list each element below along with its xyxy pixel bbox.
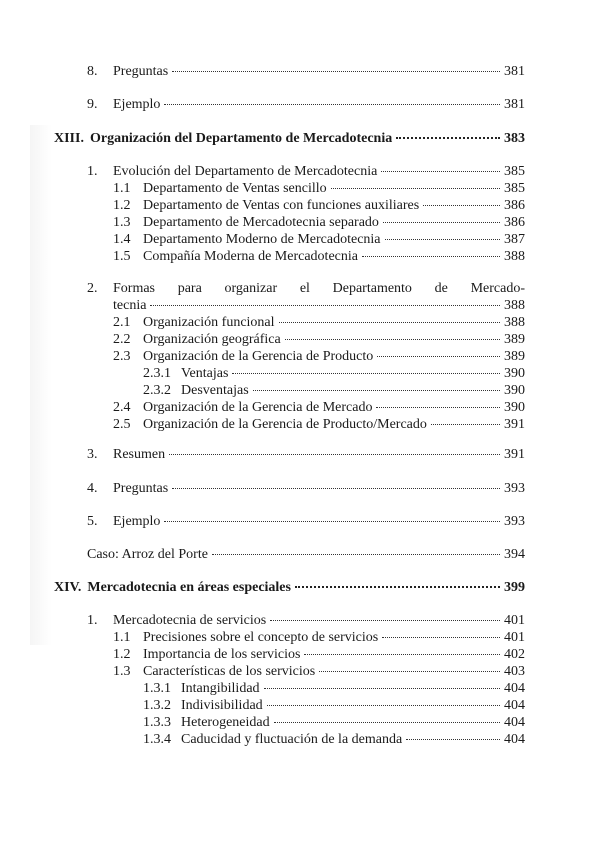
- entry-page: 391: [504, 447, 525, 462]
- entry-title: Resumen: [113, 447, 166, 462]
- entry-number: 1.2: [113, 198, 131, 213]
- dot-leader: [172, 71, 500, 72]
- entry-title: Caducidad y fluctuación de la demanda: [181, 732, 403, 747]
- toc-subentry[interactable]: [113, 247, 525, 267]
- entry-title: Departamento de Mercadotecnia separado: [143, 215, 379, 230]
- entry-page: 404: [504, 715, 525, 730]
- entry-page: 381: [504, 97, 525, 112]
- entry-number: 4.: [87, 481, 98, 496]
- dot-leader: [319, 671, 500, 672]
- toc-entry[interactable]: [87, 445, 525, 465]
- entry-number: 2.4: [113, 400, 131, 415]
- entry-title-line2: tecnia: [113, 298, 147, 313]
- dot-leader: [164, 521, 500, 522]
- entry-number: 2.3: [113, 349, 131, 364]
- entry-title: Organización de la Gerencia de Producto/Mercado: [143, 417, 427, 432]
- entry-page: 381: [504, 64, 525, 79]
- toc-subentry[interactable]: [113, 415, 525, 435]
- toc-subsubentry[interactable]: [143, 730, 525, 750]
- entry-title: Intangibilidad: [181, 681, 260, 696]
- dot-leader: [383, 222, 500, 223]
- entry-title: Indivisibilidad: [181, 698, 263, 713]
- entry-number: 5.: [87, 514, 98, 529]
- entry-number: 8.: [87, 64, 98, 79]
- dot-leader: [304, 654, 500, 655]
- entry-page: 390: [504, 400, 525, 415]
- entry-page: 402: [504, 647, 525, 662]
- entry-number: 2.2: [113, 332, 131, 347]
- dot-leader: [423, 205, 500, 206]
- entry-number: 1.1: [113, 181, 131, 196]
- entry-page: 403: [504, 664, 525, 679]
- scan-shadow: [30, 125, 52, 645]
- entry-number: 3.: [87, 447, 98, 462]
- entry-number: 1.2: [113, 647, 131, 662]
- entry-title: Preguntas: [113, 481, 169, 496]
- entry-title: Ejemplo: [113, 514, 161, 529]
- entry-page: 393: [504, 514, 525, 529]
- entry-number: 1.3.1: [143, 681, 171, 696]
- entry-title: Ventajas: [181, 366, 229, 381]
- entry-title: Heterogeneidad: [181, 715, 270, 730]
- dot-leader: [396, 137, 500, 139]
- entry-number: 9.: [87, 97, 98, 112]
- dot-leader: [267, 705, 500, 706]
- entry-number: 2.1: [113, 315, 131, 330]
- entry-page: 388: [504, 315, 525, 330]
- dot-leader: [264, 688, 500, 689]
- dot-leader: [362, 256, 500, 257]
- entry-page: 388: [504, 298, 525, 313]
- dot-leader: [279, 322, 500, 323]
- chapter-number: XIV.: [54, 580, 82, 595]
- entry-page: 389: [504, 349, 525, 364]
- dot-leader: [212, 554, 500, 555]
- dot-leader: [406, 739, 500, 740]
- entry-number: 1.3: [113, 215, 131, 230]
- chapter-title: Organización del Departamento de Mercadotecnia: [89, 131, 393, 146]
- toc-entry[interactable]: [87, 62, 525, 82]
- dot-leader: [381, 171, 500, 172]
- entry-number: 1.: [87, 164, 98, 179]
- dot-leader: [285, 339, 500, 340]
- entry-number: 2.3.1: [143, 366, 171, 381]
- entry-title: Organización geográfica: [143, 332, 281, 347]
- entry-title: Características de los servicios: [143, 664, 316, 679]
- entry-page: 404: [504, 681, 525, 696]
- dot-leader: [172, 488, 500, 489]
- dot-leader: [331, 188, 500, 189]
- entry-page: 387: [504, 232, 525, 247]
- entry-number: 1.3.2: [143, 698, 171, 713]
- chapter-page: 399: [504, 580, 525, 595]
- entry-title: Organización de la Gerencia de Mercado: [143, 400, 373, 415]
- dot-leader: [295, 586, 500, 588]
- toc-entry[interactable]: [87, 512, 525, 532]
- dot-leader: [431, 424, 500, 425]
- entry-number: 2.5: [113, 417, 131, 432]
- entry-page: 389: [504, 332, 525, 347]
- entry-title-line1: Formas para organizar el Departamento de Mercado-: [113, 281, 525, 296]
- entry-number: 2.: [87, 281, 98, 296]
- toc-chapter[interactable]: [54, 578, 525, 598]
- entry-page: 404: [504, 698, 525, 713]
- entry-number: 1.3.4: [143, 732, 171, 747]
- entry-page: 401: [504, 613, 525, 628]
- toc-case-entry[interactable]: [87, 545, 525, 565]
- entry-page: 390: [504, 366, 525, 381]
- entry-title: Organización funcional: [143, 315, 275, 330]
- dot-leader: [377, 356, 500, 357]
- toc-chapter[interactable]: [54, 129, 525, 149]
- toc-entry[interactable]: [87, 95, 525, 115]
- entry-title: Departamento de Ventas con funciones auxiliares: [143, 198, 420, 213]
- dot-leader: [164, 104, 500, 105]
- entry-number: 1.3.3: [143, 715, 171, 730]
- dot-leader: [169, 454, 500, 455]
- dot-leader: [232, 373, 500, 374]
- dot-leader: [376, 407, 500, 408]
- entry-number: 1.3: [113, 664, 131, 679]
- entry-title: Compañía Moderna de Mercadotecnia: [143, 249, 358, 264]
- chapter-number: XIII.: [54, 131, 84, 146]
- chapter-page: 383: [504, 131, 525, 146]
- dot-leader: [385, 239, 500, 240]
- dot-leader: [150, 305, 500, 306]
- entry-number: 1.5: [113, 249, 131, 264]
- entry-title: Evolución del Departamento de Mercadotecnia: [113, 164, 378, 179]
- entry-page: 385: [504, 164, 525, 179]
- entry-number: 2.3.2: [143, 383, 171, 398]
- toc-entry[interactable]: [87, 479, 525, 499]
- dot-leader: [270, 620, 500, 621]
- entry-number: 1.4: [113, 232, 131, 247]
- entry-page: 385: [504, 181, 525, 196]
- entry-number: 1.: [87, 613, 98, 628]
- entry-title: Caso: Arroz del Porte: [87, 547, 208, 562]
- dot-leader: [274, 722, 500, 723]
- entry-title: Departamento de Ventas sencillo: [143, 181, 327, 196]
- entry-page: 390: [504, 383, 525, 398]
- entry-page: 401: [504, 630, 525, 645]
- entry-title: Departamento Moderno de Mercadotecnia: [143, 232, 381, 247]
- entry-title: Organización de la Gerencia de Producto: [143, 349, 374, 364]
- entry-title: Preguntas: [113, 64, 169, 79]
- entry-page: 393: [504, 481, 525, 496]
- entry-page: 386: [504, 198, 525, 213]
- entry-page: 394: [504, 547, 525, 562]
- entry-title: Importancia de los servicios: [143, 647, 301, 662]
- entry-title: Precisiones sobre el concepto de servicios: [143, 630, 379, 645]
- chapter-title: Mercadotecnia en áreas especiales: [87, 580, 291, 595]
- entry-number: 1.1: [113, 630, 131, 645]
- entry-title: Mercadotecnia de servicios: [113, 613, 267, 628]
- entry-page: 388: [504, 249, 525, 264]
- dot-leader: [382, 637, 500, 638]
- dot-leader: [253, 390, 500, 391]
- entry-title: Desventajas: [181, 383, 249, 398]
- entry-page: 404: [504, 732, 525, 747]
- entry-page: 391: [504, 417, 525, 432]
- entry-title: Ejemplo: [113, 97, 161, 112]
- entry-page: 386: [504, 215, 525, 230]
